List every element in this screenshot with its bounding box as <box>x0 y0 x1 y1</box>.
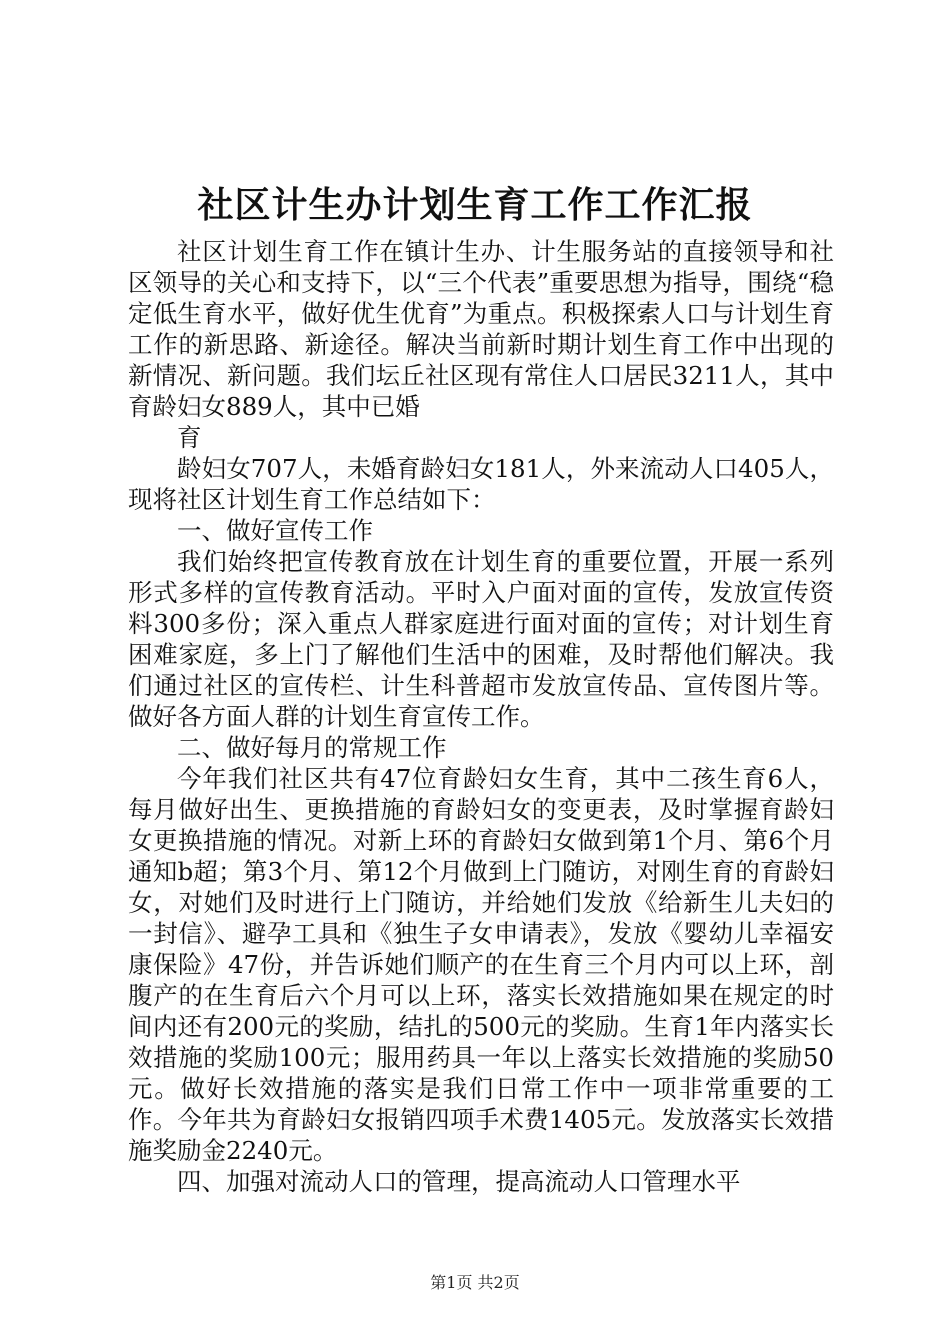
paragraph-publicity: 我们始终把宣传教育放在计划生育的重要位置，开展一系列形式多样的宣传教育活动。平时入户面对面的宣传，发放宣传资料300多份；深入重点人群家庭进行面对面的宣传；对计划生育困难家庭，多上门了解他们生活中的困难，及时帮他们解决。我们通过社区的宣传栏、计生科普超市发放宣传品、宣传图片等。做好各方面人群的计划生育宣传工作。 <box>128 547 834 731</box>
section-heading-migrant: 四、加强对流动人口的管理，提高流动人口管理水平 <box>177 1167 741 1196</box>
document-title: 社区计生办计划生育工作工作汇报 <box>197 184 753 226</box>
paragraph-fragment: 育 <box>177 423 202 452</box>
document-body <box>128 236 834 1197</box>
page-number-footer: 第1页 共2页 <box>430 1273 520 1292</box>
section-heading-routine: 二、做好每月的常规工作 <box>177 733 447 762</box>
paragraph-routine: 今年我们社区共有47位育龄妇女生育，其中二孩生育6人，每月做好出生、更换措施的育龄妇女的变更表，及时掌握育龄妇女更换措施的情况。对新上环的育龄妇女做到第1个月、第6个月通知b超；第3个月、第12个月做到上门随访，对刚生育的育龄妇女，对她们及时进行上门随访，并给她们发放《给新生儿夫妇的一封信》、避孕工具和《独生子女申请表》，发放《婴幼儿幸福安康保险》47份，并告诉她们顺产的在生育三个月内可以上环，剖腹产的在生育后六个月可以上环，落实长效措施如果在规定的时间内还有200元的奖励，结扎的500元的奖励。生育1年内落实长效措施的奖励100元；服用药具一年以上落实长效措施的奖励50元。做好长效措施的落实是我们日常工作中一项非常重要的工作。今年共为育龄妇女报销四项手术费1405元。发放落实长效措施奖励金2240元。 <box>128 764 834 1165</box>
paragraph-population: 龄妇女707人，未婚育龄妇女181人，外来流动人口405人，现将社区计划生育工作总结如下： <box>128 454 834 514</box>
section-heading-publicity: 一、做好宣传工作 <box>177 516 373 545</box>
paragraph-intro: 社区计划生育工作在镇计生办、计生服务站的直接领导和社区领导的关心和支持下，以“三个代表”重要思想为指导，围绕“稳定低生育水平，做好优生优育”为重点。积极探索人口与计划生育工作的新思路、新途径。解决当前新时期计划生育工作中出现的新情况、新问题。我们坛丘社区现有常住人口居民3211人，其中育龄妇女889人，其中已婚 <box>128 237 834 421</box>
